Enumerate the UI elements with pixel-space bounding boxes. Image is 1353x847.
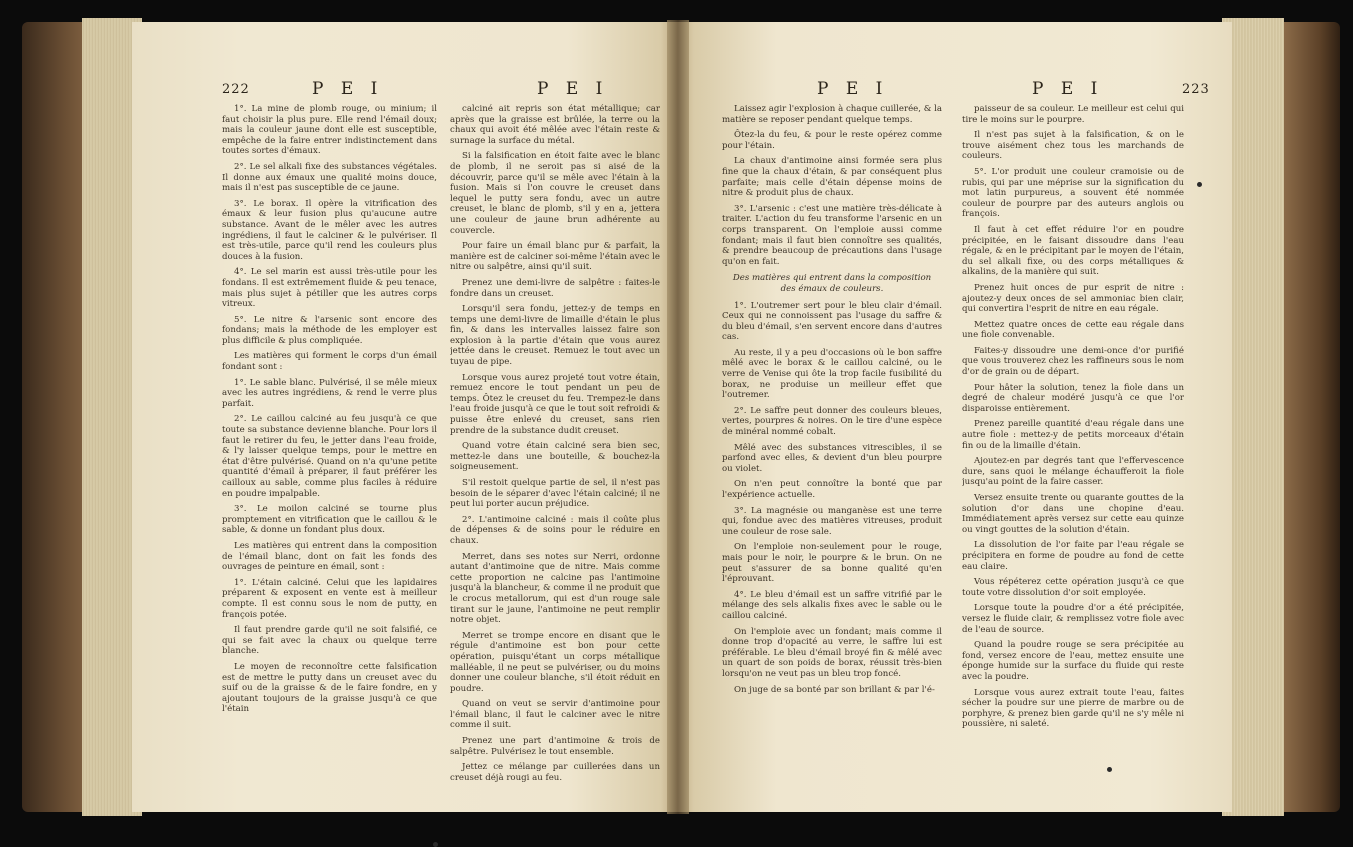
- left-col2-paragraph: Lorsque vous aurez projeté tout votre étain, remuez encore le tout pendant un peu de temps. Ôtez le creuset du feu. Trempez-le dans l'eau froide jusqu'à ce que le tout soit refroidi & puisse être enlevé du creuset, sans rien prendre de la substance dudit creuset.: [450, 372, 660, 436]
- left-col1-paragraph: 2°. Le sel alkali fixe des substances végétales. Il donne aux émaux une qualité moins douce, mais il n'est pas susceptible de ce jaune.: [222, 161, 437, 194]
- left-col1-paragraph: 1°. Le sable blanc. Pulvérisé, il se mêle mieux avec les autres ingrédiens, & rend le verre plus parfait.: [222, 377, 437, 409]
- left-col1-paragraph: 5°. Le nitre & l'arsenic sont encore des fondans; mais la méthode de les employer est plus difficile & plus compliquée.: [222, 314, 437, 346]
- right-col1b-paragraph: Au reste, il y a peu d'occasions où le bon saffre mêlé avec le borax & le caillou calciné, ou le verre de Venise qui ôte la trop facile fusibilité du borax, ne produise un meilleur effet que l'outremer.: [722, 347, 942, 401]
- left-col2-paragraph: calciné ait repris son état métallique; car après que la graisse est brûlée, la terre ou la chaux qui avoit été mêlée avec l'étain reste & surnage la surface du métal.: [450, 104, 660, 146]
- left-col2-paragraph: Prenez une demi-livre de salpêtre : faites-le fondre dans un creuset.: [450, 277, 660, 299]
- running-title-left-1: P E I: [312, 79, 384, 99]
- open-book: [22, 8, 1340, 816]
- book-gutter: [667, 20, 689, 814]
- right-page-column-1: [722, 104, 942, 794]
- right-col2-paragraph: Pour hâter la solution, tenez la fiole dans un degré de chaleur modéré jusqu'à ce que l'or disparoisse entièrement.: [962, 382, 1184, 414]
- left-col2-paragraph: Quand on veut se servir d'antimoine pour l'émail blanc, il faut le calciner avec le nitre comme il suit.: [450, 699, 660, 731]
- left-col2-paragraph: Merret, dans ses notes sur Nerri, ordonne autant d'antimoine que de nitre. Mais comme cette proportion ne calcine pas l'antimoine jusqu'à la blancheur, & comme il ne produit que le crocus metallorum, qui est d'un rouge sale tirant sur le jaune, l'antimoine ne peut remplir notre objet.: [450, 551, 660, 626]
- left-col1-paragraph: 4°. Le sel marin est aussi très-utile pour les fondans. Il est extrêmement fluide & peu tenace, mais plus sujet à pétiller que les autres corps vitreux.: [222, 267, 437, 310]
- right-col1-paragraph: Ôtez-la du feu, & pour le reste opérez comme pour l'étain.: [722, 130, 942, 151]
- left-col2-paragraph: S'il restoit quelque partie de sel, il n'est pas besoin de le séparer d'avec l'étain calciné; il ne peut lui porter aucun préjudice.: [450, 478, 660, 510]
- page-number-right: 223: [1182, 82, 1210, 97]
- right-col1b-paragraph: 2°. Le saffre peut donner des couleurs bleues, vertes, pourpres & noires. On le tire d'une espèce de minéral nommé cobalt.: [722, 405, 942, 438]
- left-col1-paragraph: 2°. Le caillou calciné au feu jusqu'à ce que toute sa substance devienne blanche. Pour lors il faut le retirer du feu, le jetter dans l'eau froide, & l'y laisser quelque temps, pour le mettre en état d'être pulvérisé. Quand on n'a qu'une petite quantité d'émail à préparer, il faut préférer les cailloux au sable, comme plus faciles à réduire en poudre impalpable.: [222, 414, 437, 499]
- right-col2-paragraph: Prenez pareille quantité d'eau régale dans une autre fiole : mettez-y de petits morceaux d'étain fin ou de la limaille d'étain.: [962, 419, 1184, 451]
- left-col1-paragraph: 3°. Le moilon calciné se tourne plus promptement en vitrification que le caillou & le sable, & donne un fondant plus doux.: [222, 504, 437, 536]
- right-page-column-2: [962, 104, 1184, 794]
- left-col2-paragraph: Si la falsification en étoit faite avec le blanc de plomb, il ne seroit pas si aisé de la découvrir, parce qu'il se mêle avec l'étain à la fusion. Mais si l'on couvre le creuset dans lequel le putty sera fondu, avec un autre creuset, le blanc de plomb, s'il y en a, jettera une couleur de jaune brun adhérente au couvercle.: [450, 151, 660, 236]
- right-col1b-paragraph: 1°. L'outremer sert pour le bleu clair d'émail. Ceux qui ne connoissent pas l'usage du saffre & du bleu d'émail, s'en servent encore dans d'autres cas.: [722, 300, 942, 343]
- right-col2-paragraph: Prenez huit onces de pur esprit de nitre : ajoutez-y deux onces de sel ammoniac bien clair, qui convertira l'esprit de nitre en eau régale.: [962, 282, 1184, 315]
- right-col2-paragraph: Vous répéterez cette opération jusqu'à ce que toute votre dissolution d'or soit employée.: [962, 577, 1184, 598]
- right-col1b-paragraph: 4°. Le bleu d'émail est un saffre vitrifié par le mélange des sels alkalis fixes avec le sable ou le caillou calciné.: [722, 589, 942, 621]
- left-col1-paragraph: 1°. L'étain calciné. Celui que les lapidaires préparent & exposent en vente est à meilleur compte. Il est connu sous le nom de putty, en françois potée.: [222, 577, 437, 620]
- page-mark: [433, 842, 438, 847]
- left-page: [132, 22, 677, 812]
- left-col1-paragraph: Les matières qui entrent dans la composition de l'émail blanc, dont on fait les fonds des ouvrages de peinture en émail, sont :: [222, 540, 437, 573]
- right-col2-paragraph: Quand la poudre rouge se sera précipitée au fond, versez encore de l'eau, mettez ensuite une éponge humide sur la surface du fluide qui reste avec la poudre.: [962, 640, 1184, 682]
- right-col1-paragraph: La chaux d'antimoine ainsi formée sera plus fine que la chaux d'étain, & par conséquent plus parfaite; mais celle d'étain dépense moins de nitre & produit plus de chaux.: [722, 156, 942, 199]
- right-col1b-paragraph: On juge de sa bonté par son brillant & par l'é-: [734, 684, 935, 695]
- right-col2-paragraph: Mettez quatre onces de cette eau régale dans une fiole convenable.: [962, 319, 1184, 341]
- left-page-column-2: [450, 104, 660, 794]
- left-col1-paragraph: 3°. Le borax. Il opère la vitrification des émaux & leur fusion plus qu'aucune autre substance. Avant de le mêler avec les autres ingrédiens, il faut le calciner & le pulvériser. Il est très-utile, parce qu'il rend les couleurs plus douces à la fusion.: [222, 198, 437, 262]
- left-col2-paragraph: Prenez une part d'antimoine & trois de salpêtre. Pulvérisez le tout ensemble.: [450, 736, 660, 757]
- right-page: [677, 22, 1232, 812]
- right-col2-paragraph: La dissolution de l'or faite par l'eau régale se précipitera en forme de poudre au fond de cette eau claire.: [962, 540, 1184, 572]
- right-col2-paragraph: paisseur de sa couleur. Le meilleur est celui qui tire le moins sur le pourpre.: [962, 104, 1184, 125]
- section-heading: Des matières qui entrent dans la composition des émaux de couleurs.: [732, 273, 932, 294]
- page-mark: [1107, 767, 1112, 772]
- right-col1b-paragraph: On l'emploie non-seulement pour le rouge, mais pour le noir, le pourpre & le brun. On ne peut s'assurer de sa bonne qualité qu'en l'éprouvant.: [722, 542, 942, 585]
- left-page-column-1: [222, 104, 437, 794]
- right-col2-paragraph: 5°. L'or produit une couleur cramoisie ou de rubis, qui par une méprise sur la signification du mot latin purpureus, a souvent été nommée couleur de pourpre par des auteurs anglois ou françois.: [962, 166, 1184, 220]
- right-col1-paragraph: Laissez agir l'explosion à chaque cuillerée, & la matière se reposer pendant quelque temps.: [722, 104, 942, 125]
- page-mark: [1197, 182, 1202, 187]
- right-col2-paragraph: Versez ensuite trente ou quarante gouttes de la solution d'or dans une chopine d'eau. Immédiatement après versez sur cette eau quinze ou vingt gouttes de la solution d'étain.: [962, 493, 1184, 535]
- right-col2-paragraph: Faites-y dissoudre une demi-once d'or purifié que vous trouverez chez les raffineurs sous le nom d'or de grain ou de départ.: [962, 345, 1184, 378]
- left-col2-paragraph: Lorsqu'il sera fondu, jettez-y de temps en temps une demi-livre de limaille d'étain le plus fin, & dans les intervalles laissez faire son explosion à la partie d'étain que vous aurez jettée dans le creuset. Remuez le tout avec un tuyau de pipe.: [450, 304, 660, 368]
- right-col2-paragraph: Il n'est pas sujet à la falsification, & on le trouve aisément chez tous les marchands de couleurs.: [962, 130, 1184, 162]
- left-col2-paragraph: Pour faire un émail blanc pur & parfait, la manière est de calciner soi-même l'étain avec le nitre ou salpêtre, ainsi qu'il suit.: [450, 241, 660, 273]
- right-col1b-paragraph: On l'emploie avec un fondant; mais comme il donne trop d'opacité au verre, le saffre lui est préférable. Le bleu d'émail broyé fin & mêlé avec un quart de son poids de borax, réussit très-bien lorsqu'on ne veut pas un bleu trop foncé.: [722, 626, 942, 679]
- page-number-left: 222: [222, 82, 250, 97]
- left-col1-paragraph: Le moyen de reconnoître cette falsification est de mettre le putty dans un creuset avec du suif ou de la graisse & de le faire fondre, en y ajoutant toujours de la graisse jusqu'à ce que l'étain: [222, 661, 437, 715]
- right-col1-paragraph: 3°. L'arsenic : c'est une matière très-délicate à traiter. L'action du feu transforme l'arsenic en un corps transparent. On l'emploie aussi comme fondant; mais il faut bien connoître ses qualités, & prendre beaucoup de précautions dans l'usage qu'on en fait.: [722, 203, 942, 267]
- left-col1-paragraph: Les matières qui forment le corps d'un émail fondant sont :: [222, 351, 437, 373]
- right-col2-paragraph: Lorsque vous aurez extrait toute l'eau, faites sécher la poudre sur une pierre de marbre ou de porphyre, & prenez bien garde qu'il ne s'y mêle ni poussière, ni saleté.: [962, 687, 1184, 730]
- right-col1b-paragraph: Mêlé avec des substances vitrescibles, il se parfond avec elles, & devient d'un bleu pourpre ou violet.: [722, 442, 942, 474]
- left-col1-paragraph: Il faut prendre garde qu'il ne soit falsifié, ce qui se fait avec la chaux ou quelque terre blanche.: [222, 625, 437, 657]
- left-col2-paragraph: Merret se trompe encore en disant que le régule d'antimoine est bon pour cette opération, puisqu'étant un corps métallique malléable, il ne peut se pulvériser, ou du moins donner une couleur blanche, s'il étoit réduit en poudre.: [450, 630, 660, 694]
- right-col2-paragraph: Lorsque toute la poudre d'or a été précipitée, versez le fluide clair, & remplissez votre fiole avec de l'eau de source.: [962, 603, 1184, 635]
- running-title-left-2: P E I: [537, 79, 609, 99]
- right-col2-paragraph: Il faut à cet effet réduire l'or en poudre précipitée, en le faisant dissoudre dans l'eau régale, & en le précipitant par le moyen de l'étain, du sel alkali fixe, ou des corps métalliques & alkalins, de la manière qui suit.: [962, 224, 1184, 278]
- right-col1b-paragraph: On n'en peut connoître la bonté que par l'expérience actuelle.: [722, 479, 942, 500]
- left-col1-paragraph: 1°. La mine de plomb rouge, ou minium; il faut choisir la plus pure. Elle rend l'émail doux; mais la couleur jaune dont elle est susceptible, empêche de la faire entrer indistinctement dans toutes sortes d'émaux.: [222, 104, 437, 157]
- left-col2-paragraph: 2°. L'antimoine calciné : mais il coûte plus de dépenses & de soins pour le réduire en chaux.: [450, 514, 660, 546]
- left-col2-paragraph: Quand votre étain calciné sera bien sec, mettez-le dans une bouteille, & bouchez-la soigneusement.: [450, 441, 660, 473]
- right-col1b-paragraph: 3°. La magnésie ou manganèse est une terre qui, fondue avec des matières vitreuses, produit une couleur de rose sale.: [722, 505, 942, 537]
- right-col2-paragraph: Ajoutez-en par degrés tant que l'effervescence dure, sans quoi le mélange échaufferoit la fiole jusqu'au point de la faire casser.: [962, 456, 1184, 488]
- left-col2-paragraph: Jettez ce mélange par cuillerées dans un creuset déjà rougi au feu.: [450, 762, 660, 783]
- running-title-right-1: P E I: [817, 79, 889, 99]
- running-title-right-2: P E I: [1032, 79, 1104, 99]
